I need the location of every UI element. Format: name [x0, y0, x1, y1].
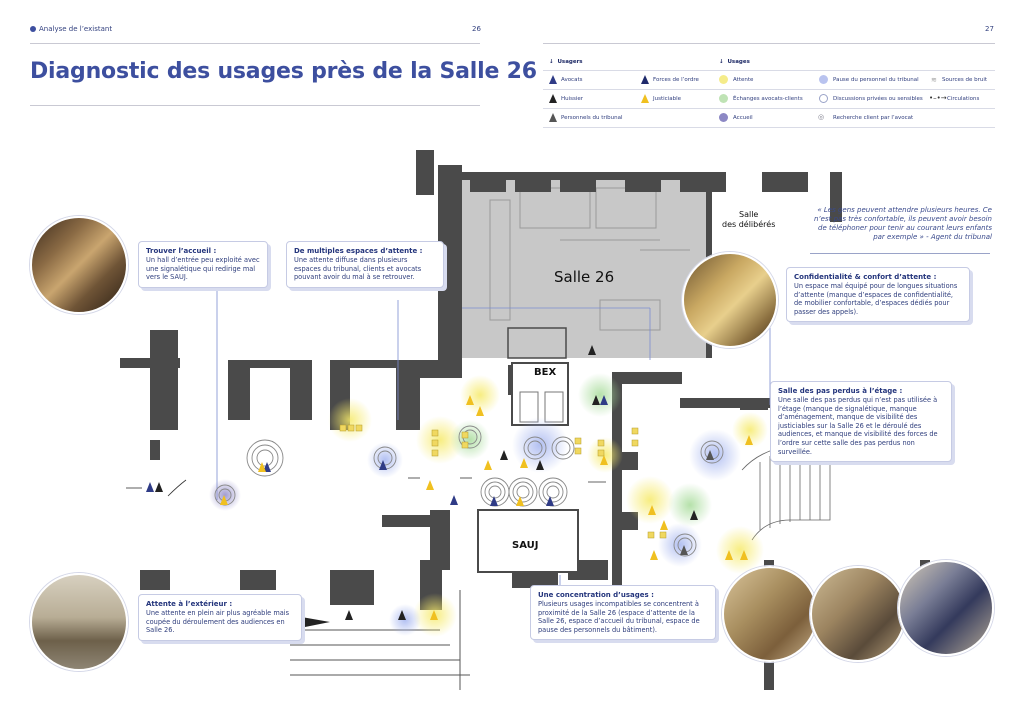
legend-user-forces: Forces de l’ordre: [653, 77, 699, 83]
quote-rule: [810, 253, 990, 254]
legend-usages-heading: ↓ Usages: [719, 59, 750, 65]
attente-halo-icon: [719, 75, 728, 84]
legend-user-justiciable: Justiciable: [653, 96, 681, 102]
card-concentration-usages: Une concentration d’usages : Plusieurs usages incompatibles se concentrent à proximité de la Salle 26 (espace d’attente de la Salle 26, espace d’accueil du tribunal, espace de pause des personnels du bâtiment).: [530, 585, 716, 640]
title-rule: [30, 105, 480, 106]
photo-pas-perdus-2: [810, 566, 906, 662]
card-trouver-accueil: Trouver l’accueil : Un hall d’entrée peu exploité avec une signalétique qui redirige mal vers le SAUJ.: [138, 241, 268, 288]
legend-usage-circulations: Circulations: [947, 96, 980, 102]
header-rule-left: [30, 43, 480, 44]
header-rule-right: [543, 43, 995, 44]
photo-hall-entree: [30, 216, 128, 314]
photo-attente-salle: [682, 252, 778, 348]
section-dot-icon: [30, 26, 36, 32]
accueil-halo-icon: [719, 113, 728, 122]
noise-waves-icon: ≋: [931, 76, 937, 84]
legend-usage-bruit: Sources de bruit: [942, 77, 988, 83]
legend-usage-accueil: Accueil: [733, 115, 753, 121]
section-header: Analyse de l’existant: [30, 25, 112, 33]
card-pas-perdus: Salle des pas perdus à l’étage : Une salle des pas perdus qui n’est pas utilisée à l’étage (manque de signalétique, manque d’aménagement, manque de visibilité des justiciables sur la Salle 26 et le déroulé des audiences, et manque de visibilité des forces de l’ordre sur cette salle des pas perdus non surveillée.: [770, 381, 952, 462]
pause-halo-icon: [819, 75, 828, 84]
photo-pas-perdus-1: [722, 566, 818, 662]
circulation-arrow-icon: •–•→: [929, 94, 947, 102]
legend-usage-recherche: Recherche client par l’avocat: [833, 115, 914, 121]
card-confidentialite: Confidentialité & confort d’attente : Un espace mal équipé pour de longues situations d’attente (manque d’espaces de confidentialité, de mobilier confortable, d’espaces dédiés pour passer des appels).: [786, 267, 970, 322]
forces-pawn-icon: [641, 75, 649, 84]
card-attente-exterieur: Attente à l’extérieur : Une attente en plein air plus agréable mais coupée du déroulement des audiences en Salle 26.: [138, 594, 302, 641]
legend-usage-discussions: Discussions privées ou sensibles: [833, 96, 923, 102]
photo-facade-exterieur: [30, 573, 128, 671]
legend-usage-attente: Attente: [733, 77, 754, 83]
card-espaces-attente: De multiples espaces d’attente : Une attente diffuse dans plusieurs espaces du tribunal, clients et avocats pouvant avoir du mal à se retrouver.: [286, 241, 444, 288]
room-label-bex: BEX: [534, 367, 557, 378]
page-number-right: 27: [985, 25, 994, 33]
photo-pas-perdus-3: [898, 560, 994, 656]
room-label-sauj: SAUJ: [512, 540, 539, 551]
legend-user-avocats: Avocats: [561, 77, 583, 83]
legend-user-personnel: Personnels du tribunal: [561, 115, 623, 121]
justiciable-pawn-icon: [641, 94, 649, 103]
room-label-salle26: Salle 26: [554, 268, 615, 286]
personnel-pawn-icon: [549, 113, 557, 122]
search-eye-icon: ◎: [818, 113, 825, 121]
echanges-halo-icon: [719, 94, 728, 103]
agent-quote: « Les gens peuvent attendre plusieurs heures. Ce n’est pas très confortable, ils peuvent avoir besoin de téléphoner pour tenir au courant leurs enfants par exemple » - Agent du tribunal: [814, 206, 992, 241]
page-number-left: 26: [472, 25, 481, 33]
avocat-pawn-icon: [549, 75, 557, 84]
legend-usage-pause: Pause du personnel du tribunal: [833, 77, 919, 83]
private-icon: [819, 94, 828, 103]
legend-usage-echanges: Échanges avocats-clients: [733, 96, 803, 102]
legend-users-heading: ↓ Usagers: [549, 59, 583, 65]
page-title: Diagnostic des usages près de la Salle 26: [30, 59, 537, 84]
legend: [543, 55, 995, 130]
legend-user-huissier: Huissier: [561, 96, 584, 102]
huissier-pawn-icon: [549, 94, 557, 103]
room-label-deliberes: Salle des délibérés: [722, 210, 776, 229]
